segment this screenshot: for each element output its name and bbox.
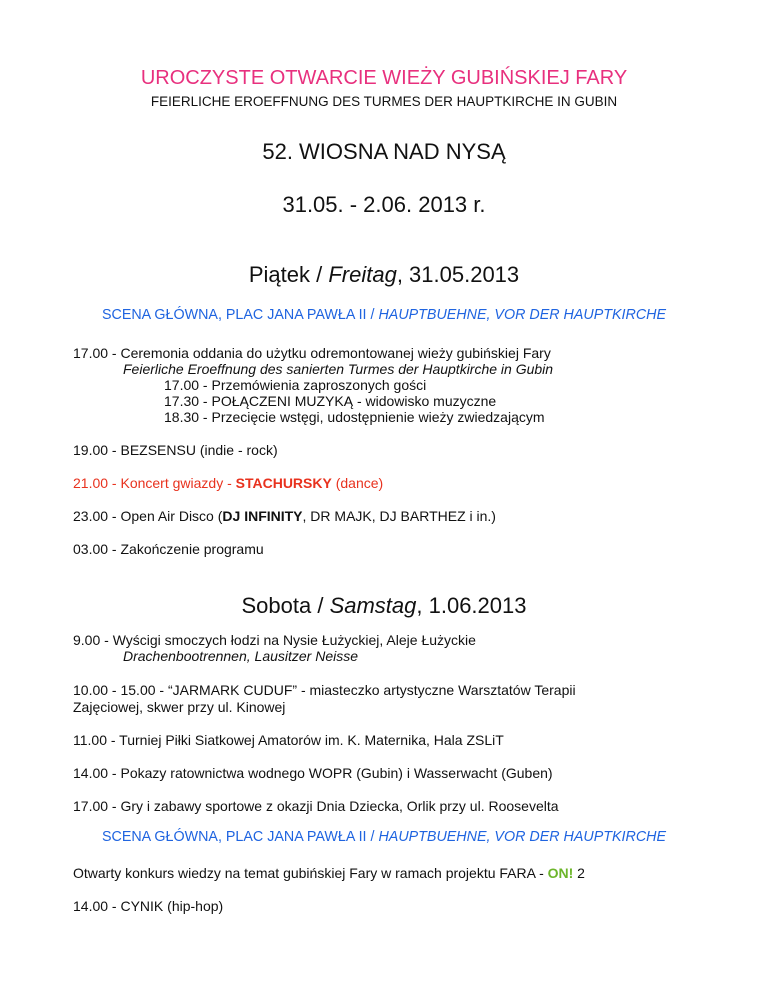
saturday-stage-pl: SCENA GŁÓWNA, PLAC JANA PAWŁA II / xyxy=(101,829,379,845)
saturday-games: 17.00 - Gry i zabawy sportowe z okazji Dnia Dziecka, Orlik przy ul. Roosevelta xyxy=(73,798,559,814)
friday-sub-2: 17.30 - POŁĄCZENI MUZYKĄ - widowisko muzyczne xyxy=(164,393,497,409)
friday-sub-1: 17.00 - Przemówienia zaproszonych gości xyxy=(164,377,427,393)
friday-stage xyxy=(0,307,768,323)
friday-end: 03.00 - Zakończenie programu xyxy=(73,541,264,557)
friday-disco-post: , DR MAJK, DJ BARTHEZ i in.) xyxy=(302,508,496,524)
festival-dates: 31.05. - 2.06. 2013 r. xyxy=(282,192,486,217)
friday-concert-pre: 21.00 - Koncert gwiazdy - xyxy=(73,475,236,491)
friday-ceremony-de xyxy=(123,361,553,377)
saturday-cynik: 14.00 - CYNIK (hip-hop) xyxy=(73,898,224,914)
saturday-day-pl: Sobota / xyxy=(241,593,330,618)
friday-disco-dj: DJ INFINITY xyxy=(222,508,303,524)
friday-day-pl: Piątek / xyxy=(248,262,329,287)
friday-bezsensu: 19.00 - BEZSENSU (indie - rock) xyxy=(73,442,278,458)
friday-ceremony: 17.00 - Ceremonia oddania do użytku odremontowanej wieży gubińskiej Fary xyxy=(73,345,551,361)
friday-concert-star: STACHURSKY xyxy=(235,475,332,491)
saturday-stage xyxy=(0,829,768,845)
saturday-day-de: Samstag xyxy=(329,593,417,618)
friday-concert-post: (dance) xyxy=(331,475,384,491)
friday-day-de: Freitag xyxy=(328,262,397,287)
page-subtitle: FEIERLICHE EROEFFNUNG DES TURMES DER HAUPTKIRCHE IN GUBIN xyxy=(150,94,618,109)
friday-disco xyxy=(73,508,496,525)
saturday-contest-pre: Otwarty konkurs wiedzy na temat gubińskiej Fary w ramach projektu FARA - xyxy=(73,865,548,881)
saturday-date: , 1.06.2013 xyxy=(416,593,527,618)
friday-heading xyxy=(0,262,768,288)
saturday-volley: 11.00 - Turniej Piłki Siatkowej Amatorów im. K. Maternika, Hala ZSLiT xyxy=(73,732,504,748)
friday-sub-3: 18.30 - Przecięcie wstęgi, udostępnienie wieży zwiedzającym xyxy=(164,409,545,425)
friday-date: , 31.05.2013 xyxy=(396,262,520,287)
friday-disco-pre: 23.00 - Open Air Disco ( xyxy=(73,508,223,524)
friday-stage-de: HAUPTBUEHNE, VOR DER HAUPTKIRCHE xyxy=(378,307,667,323)
saturday-contest xyxy=(73,865,585,882)
friday-stage-pl: SCENA GŁÓWNA, PLAC JANA PAWŁA II / xyxy=(101,307,379,323)
friday-concert xyxy=(73,475,383,492)
saturday-market-line-1: 10.00 - 15.00 - “JARMARK CUDUF” - miasteczko artystyczne Warsztatów Terapii xyxy=(73,682,576,698)
saturday-stage-de: HAUPTBUEHNE, VOR DER HAUPTKIRCHE xyxy=(378,829,667,845)
saturday-dragon: 9.00 - Wyścigi smoczych łodzi na Nysie Łużyckiej, Aleje Łużyckie xyxy=(73,632,476,648)
saturday-dragon-de-text: Drachenbootrennen, Lausitzer Neisse xyxy=(123,648,359,664)
friday-ceremony-de-text: Feierliche Eroeffnung des sanierten Turmes der Hauptkirche in Gubin xyxy=(123,361,554,377)
saturday-contest-on: ON! xyxy=(547,865,574,881)
saturday-heading xyxy=(0,593,768,619)
saturday-contest-post: 2 xyxy=(573,865,585,881)
page-title: UROCZYSTE OTWARCIE WIEŻY GUBIŃSKIEJ FARY xyxy=(140,67,628,89)
saturday-dragon-de xyxy=(123,648,358,664)
saturday-market-line-2: Zajęciowej, skwer przy ul. Kinowej xyxy=(73,699,286,715)
saturday-rescue: 14.00 - Pokazy ratownictwa wodnego WOPR (Gubin) i Wasserwacht (Guben) xyxy=(73,765,553,781)
festival-name: 52. WIOSNA NAD NYSĄ xyxy=(262,139,506,164)
